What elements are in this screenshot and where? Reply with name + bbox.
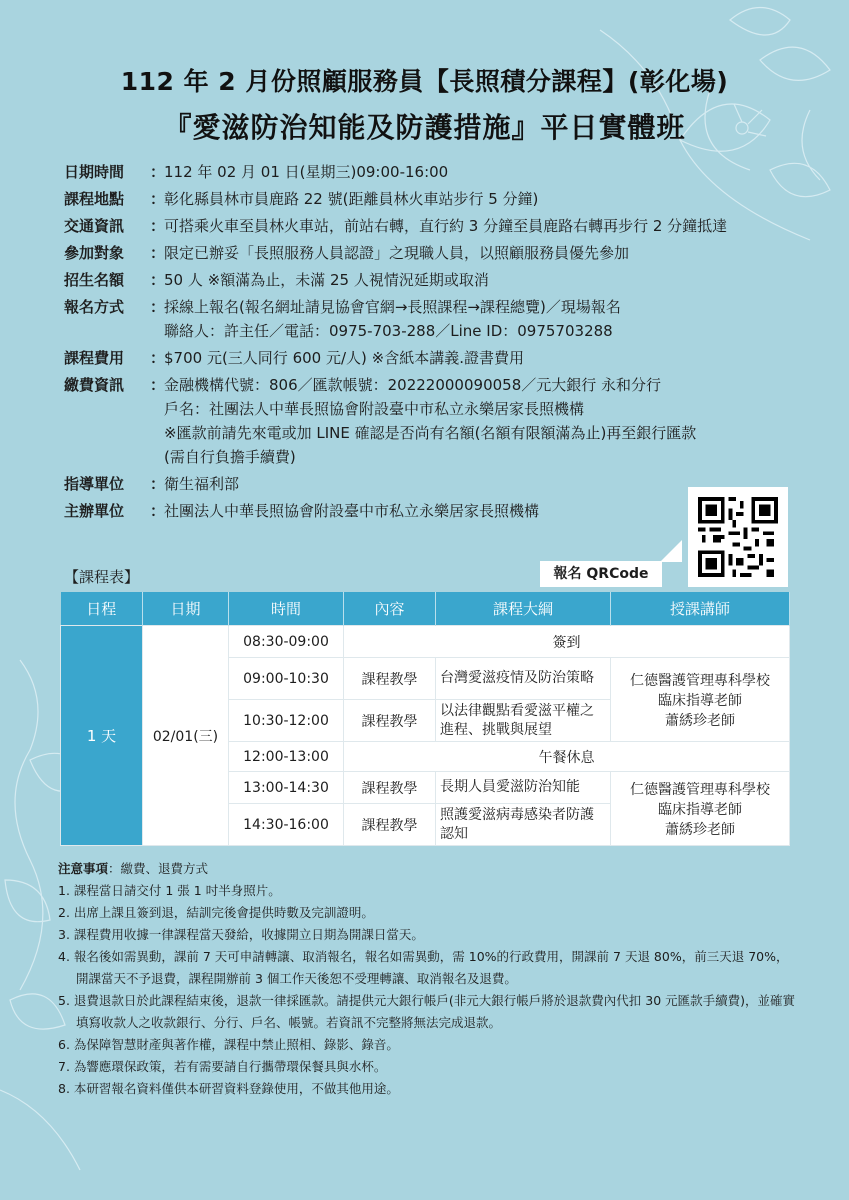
info-value: 社團法人中華長照協會附設臺中市私立永樂居家長照機構 [164, 502, 540, 520]
info-guide: 指導單位 ： 衛生福利部 [64, 472, 804, 496]
signup-qr-code[interactable] [688, 487, 788, 587]
info-value: 112 年 02 月 01 日(星期三)09:00-16:00 [164, 163, 449, 181]
header-cell: 日期 [143, 592, 229, 626]
payment-note: ※匯款前請先來電或加 LINE 確認是否尚有名額(名額有限額滿為止)再至銀行匯款 [164, 424, 697, 442]
table-row [61, 626, 790, 658]
course-info [64, 160, 804, 526]
outline-cell: 以法律觀點看愛滋平權之進程、挑戰與展望 [436, 700, 611, 742]
info-label: 參加對象 [64, 244, 125, 262]
time-cell: 12:00-13:00 [229, 742, 344, 772]
page-title-line2: 『愛滋防治知能及防護措施』平日實體班 [163, 111, 686, 144]
info-date: 日期時間 ： 112 年 02 月 01 日(星期三)09:00-16:00 [64, 160, 804, 184]
notes-section [58, 858, 798, 1100]
qr-label: 報名 QRCode [540, 561, 662, 587]
notes-heading-line [58, 858, 798, 880]
schedule-title: 【課程表】 [64, 568, 140, 586]
teacher-school: 仁德醫護管理專科學校 [630, 781, 770, 798]
info-transport: 交通資訊 ： 可搭乘火車至員林火車站，前站右轉，直行約 3 分鐘至員鹿路右轉再步行 2 分鐘抵達 [64, 214, 804, 238]
contact-info: 聯絡人：許主任／電話：0975-703-288／Line ID：0975703288 [164, 322, 613, 340]
date-cell: 02/01(三) [143, 626, 229, 846]
info-host: 主辦單位 ： 社團法人中華長照協會附設臺中市私立永樂居家長照機構 [64, 499, 804, 523]
time-cell: 14:30-16:00 [229, 804, 344, 846]
header-cell: 授課講師 [611, 592, 790, 626]
note-item: 3. 課程費用收據一律課程當天發給，收據開立日期為開課日當天。 [58, 927, 424, 942]
info-value: 彰化縣員林市員鹿路 22 號(距離員林火車站步行 5 分鐘) [164, 190, 539, 208]
info-label: 招生名額 [64, 271, 125, 289]
teacher-name: 蕭綉珍老師 [665, 821, 735, 838]
header-cell: 課程大綱 [436, 592, 611, 626]
outline-cell: 台灣愛滋疫情及防治策略 [436, 658, 611, 700]
header-cell: 內容 [344, 592, 436, 626]
info-value: 可搭乘火車至員林火車站，前站右轉，直行約 3 分鐘至員鹿路右轉再步行 2 分鐘抵達 [164, 217, 728, 235]
table-header-row [61, 592, 790, 626]
info-venue: 課程地點 ： 彰化縣員林市員鹿路 22 號(距離員林火車站步行 5 分鐘) [64, 187, 804, 211]
info-label: 課程地點 [64, 190, 125, 208]
info-label: 交通資訊 [64, 217, 125, 235]
bank-account: 金融機構代號：806／匯款帳號：20222000090058／元大銀行 永和分行 [164, 376, 662, 394]
note-item: 1. 課程當日請交付 1 張 1 吋半身照片。 [58, 883, 281, 898]
teacher-cell [611, 658, 790, 742]
signup-method: 採線上報名(報名網址請見協會官網→長照課程→課程總覽)／現場報名 [164, 298, 621, 316]
content-cell: 課程教學 [344, 772, 436, 804]
qr-code-icon [698, 497, 778, 577]
day-cell: 1 天 [61, 626, 143, 846]
teacher-cell [611, 772, 790, 846]
time-cell: 08:30-09:00 [229, 626, 344, 658]
bubble-tail [660, 540, 682, 562]
time-cell: 09:00-10:30 [229, 658, 344, 700]
time-cell: 10:30-12:00 [229, 700, 344, 742]
note-item: 6. 為保障智慧財產與著作權，課程中禁止照相、錄影、錄音。 [58, 1037, 399, 1052]
merged-cell: 午餐休息 [344, 742, 790, 772]
info-signup: 報名方式 ： 採線上報名(報名網址請見協會官網→長照課程→課程總覽)／現場報名 聯絡人：許主任／電話：0975-703-288／Line ID：0975703288 [64, 295, 804, 343]
info-fee: 課程費用 ： $700 元(三人同行 600 元/人) ※含紙本講義.證書費用 [64, 346, 804, 370]
content-cell: 課程教學 [344, 700, 436, 742]
time-cell: 13:00-14:30 [229, 772, 344, 804]
outline-cell: 長期人員愛滋防治知能 [436, 772, 611, 804]
merged-cell: 簽到 [344, 626, 790, 658]
schedule-table [60, 592, 790, 846]
note-item: 8. 本研習報名資料僅供本研習資料登錄使用，不做其他用途。 [58, 1081, 399, 1096]
teacher-name: 蕭綉珍老師 [665, 712, 735, 729]
notes-heading: 注意事項 [58, 861, 109, 876]
info-quota: 招生名額 ： 50 人 ※額滿為止，未滿 25 人視情況延期或取消 [64, 268, 804, 292]
note-item: 7. 為響應環保政策，若有需要請自行攜帶環保餐具與水杯。 [58, 1059, 387, 1074]
notes-heading-rest: ：繳費、退費方式 [108, 861, 209, 876]
info-target: 參加對象 ： 限定已辦妥「長照服務人員認證」之現職人員，以照顧服務員優先參加 [64, 241, 804, 265]
info-payment: 繳費資訊 ： 金融機構代號：806／匯款帳號：20222000090058／元大銀行 永和分行 戶名：社團法人中華長照協會附設臺中市私立永樂居家長照機構 ※匯款前請先來電或加 LINE 確認是否尚有名額(名額有限額滿為止)再至銀行匯款 (需自行負擔手續費) [64, 373, 804, 469]
info-label: 主辦單位 [64, 502, 125, 520]
info-label: 報名方式 [64, 298, 125, 316]
account-name: 戶名：社團法人中華長照協會附設臺中市私立永樂居家長照機構 [164, 400, 585, 418]
note-item: 4. 報名後如需異動，課前 7 天可申請轉讓、取消報名，報名如需異動，需 10%的行政費用，開課前 7 天退 80%，前三天退 70%，開課當天不予退費，課程開辦前 3 個工作天後恕不受理轉讓、取消報名及退費。 [58, 949, 789, 986]
info-value: 限定已辦妥「長照服務人員認證」之現職人員，以照顧服務員優先參加 [164, 244, 630, 262]
page-title-line1: 112 年 2 月份照顧服務員【長照積分課程】(彰化場) [120, 67, 729, 96]
outline-cell: 照護愛滋病毒感染者防護認知 [436, 804, 611, 846]
note-item: 5. 退費退款日於此課程結束後，退款一律採匯款。請提供元大銀行帳戶(非元大銀行帳戶將於退款費內代扣 30 元匯款手續費)，並確實填寫收款人之收款銀行、分行、戶名、帳號。若資訊不完整將無法完成退款。 [58, 993, 796, 1030]
header-cell: 日程 [61, 592, 143, 626]
info-label: 課程費用 [64, 349, 125, 367]
info-label: 繳費資訊 [64, 376, 125, 394]
teacher-title: 臨床指導老師 [658, 801, 742, 818]
info-label: 日期時間 [64, 163, 125, 181]
content-cell: 課程教學 [344, 658, 436, 700]
info-value: $700 元(三人同行 600 元/人) ※含紙本講義.證書費用 [164, 349, 524, 367]
info-label: 指導單位 [64, 475, 125, 493]
teacher-title: 臨床指導老師 [658, 692, 742, 709]
info-value: 50 人 ※額滿為止，未滿 25 人視情況延期或取消 [164, 271, 489, 289]
header-cell: 時間 [229, 592, 344, 626]
teacher-school: 仁德醫護管理專科學校 [630, 672, 770, 689]
note-item: 2. 出席上課且簽到退，結訓完後會提供時數及完訓證明。 [58, 905, 374, 920]
info-value: 衛生福利部 [164, 475, 240, 493]
content-cell: 課程教學 [344, 804, 436, 846]
payment-fee-note: (需自行負擔手續費) [164, 448, 296, 466]
